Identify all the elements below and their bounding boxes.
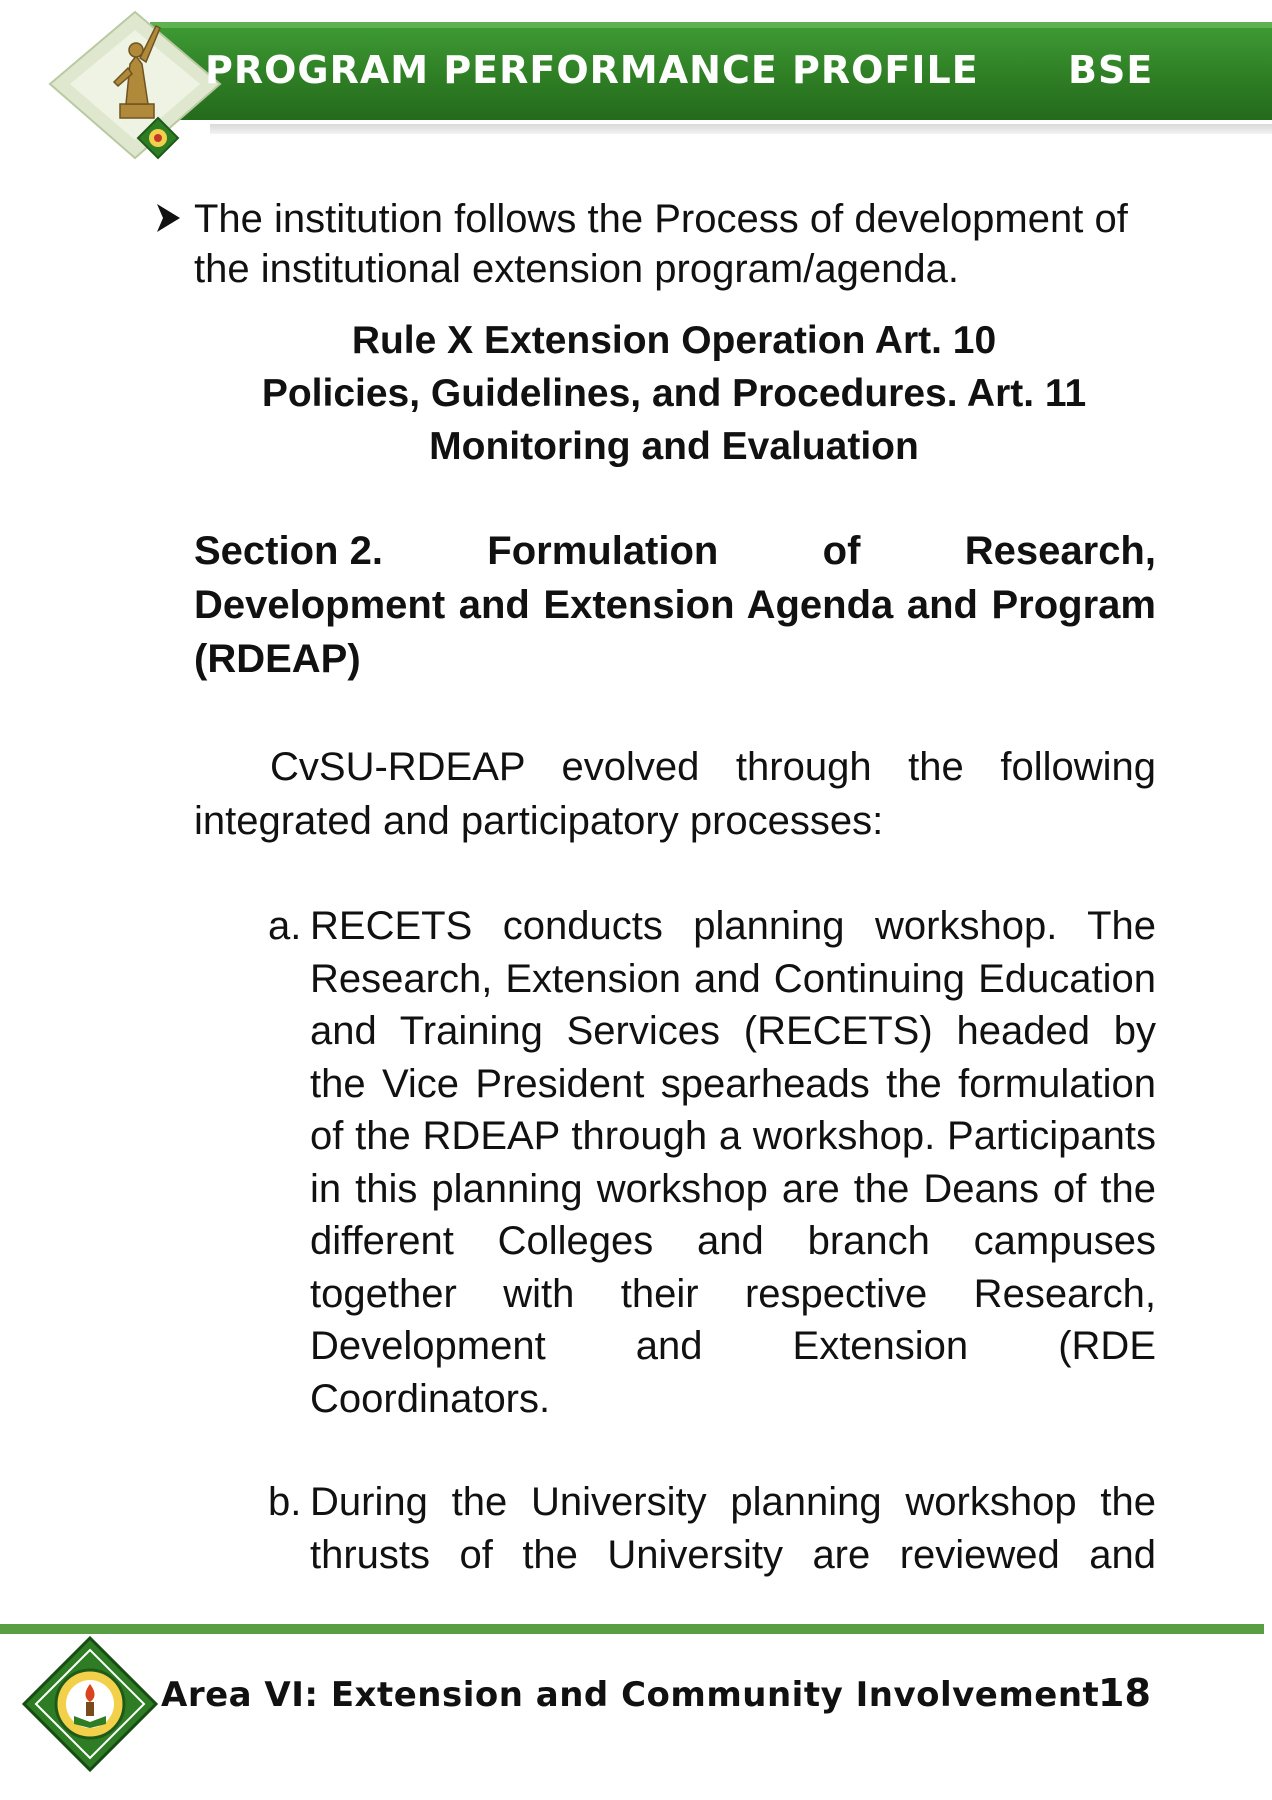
rule-heading-line-3: Monitoring and Evaluation [429,425,919,468]
list-item [268,1476,1156,1581]
section-word-1: Formulation [487,529,719,573]
intro-paragraph: CvSU-RDEAP evolved through the following integrated and participatory processes: [194,745,1156,843]
page-number: 18 [1098,1671,1151,1715]
section-heading [194,524,1156,686]
university-seal-icon [22,1636,158,1772]
university-statue-emblem-icon [40,8,230,168]
header-title: PROGRAM PERFORMANCE PROFILE [205,48,979,92]
page-header [0,0,1272,160]
rule-heading-line-2: Policies, Guidelines, and Procedures. Art. 11 [261,372,1087,415]
bullet-text: The institution follows the Process of development of the institutional extension program/agenda. [194,197,1128,291]
rule-heading-line-1: Rule X Extension Operation Art. 10 [351,319,997,362]
list-marker: a. [268,904,302,948]
section-number: Section 2. [194,529,383,573]
footer-area-title: Area VI: Extension and Community Involvement [161,1675,1100,1715]
footer-divider [0,1624,1264,1634]
arrow-bullet-icon [154,198,184,238]
section-word-2: of [822,529,861,573]
list-item-text: RECETS conducts planning workshop. The Research, Extension and Continuing Education and Training Services (RECETS) headed by the Vice President spearheads the formulation of the RDEAP through a workshop. Participants in this planning workshop are the Deans of the different Colleges and branch campuses together with their respective Research, Development and Extension (RDE Coordinators. [310,904,1156,1421]
section-title-rest: Development and Extension Agenda and Program (RDEAP) [194,583,1156,681]
list-item [268,900,1156,1425]
bullet-point [154,194,1154,294]
program-code: BSE [1068,48,1154,92]
section-heading-line-1 [194,524,1156,578]
list-marker: b. [268,1480,302,1524]
section-word-3: Research, [964,529,1156,573]
rule-heading [200,314,1148,473]
list-item-text: During the University planning workshop the thrusts of the University are reviewed and [310,1480,1156,1577]
